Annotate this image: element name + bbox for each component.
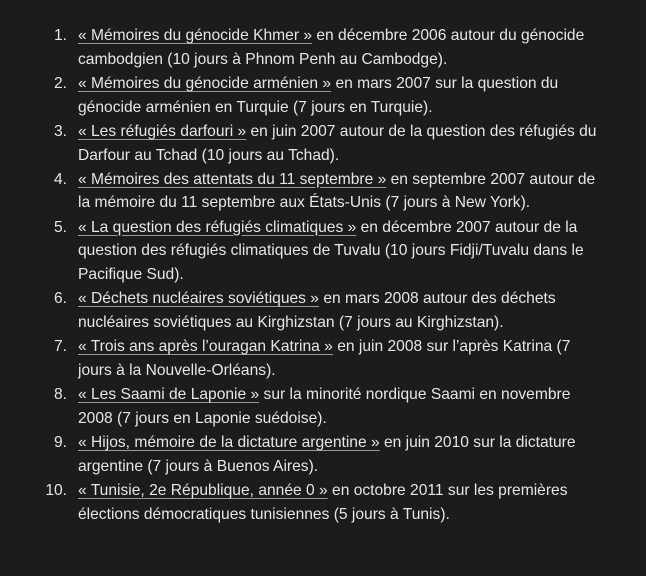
list-item	[0, 335, 606, 383]
item-number: 8.	[53, 386, 67, 404]
list-item	[0, 479, 606, 527]
item-link[interactable]: « Hijos, mémoire de la dictature argentine »	[78, 433, 380, 451]
item-link[interactable]: « Les réfugiés darfouri »	[78, 122, 247, 140]
item-description: en mars 2007 sur la question du génocide arménien en Turquie (7 jours en Turquie).	[78, 74, 559, 116]
item-link[interactable]: « La question des réfugiés climatiques »	[78, 218, 357, 236]
item-description: en juin 2008 sur l’après Katrina (7 jours à la Nouvelle-Orléans).	[78, 338, 571, 379]
list-item	[0, 383, 606, 431]
item-description: en juin 2010 sur la dictature argentine (7 jours à Buenos Aires).	[78, 433, 576, 475]
item-description: en septembre 2007 autour de la mémoire du 11 septembre aux États-Unis (7 jours à New York).	[78, 170, 596, 212]
list-item	[0, 431, 606, 479]
item-link[interactable]: « Déchets nucléaires soviétiques »	[78, 290, 319, 308]
item-link[interactable]: « Mémoires du génocide arménien »	[78, 74, 332, 92]
item-description: en octobre 2011 sur les premières élections démocratiques tunisiennes (5 jours à Tunis).	[78, 481, 568, 523]
item-number: 7.	[53, 338, 67, 356]
item-number: 5.	[53, 218, 67, 236]
item-description: sur la minorité nordique Saami en novembre 2008 (7 jours en Laponie suédoise).	[78, 386, 571, 427]
item-number: 2.	[53, 74, 67, 92]
list-item	[0, 216, 606, 287]
list-item	[0, 72, 606, 120]
item-link[interactable]: « Tunisie, 2e République, année 0 »	[78, 481, 328, 499]
list-item	[0, 24, 606, 72]
item-link[interactable]: « Les Saami de Laponie »	[78, 386, 260, 404]
item-description: en décembre 2006 autour du génocide cambodgien (10 jours à Phnom Penh au Cambodge).	[78, 27, 585, 68]
item-number: 1.	[53, 27, 67, 44]
item-number: 6.	[53, 290, 67, 308]
item-link[interactable]: « Mémoires du génocide Khmer »	[78, 27, 313, 44]
item-number: 9.	[53, 433, 67, 451]
item-description: en mars 2008 autour des déchets nucléaires soviétiques au Kirghizstan (7 jours au Kirghizstan).	[78, 290, 556, 332]
list-item	[0, 120, 606, 168]
item-description: en juin 2007 autour de la question des réfugiés du Darfour au Tchad (10 jours au Tchad).	[78, 122, 597, 164]
item-number: 3.	[53, 122, 67, 140]
item-link[interactable]: « Mémoires des attentats du 11 septembre »	[78, 170, 387, 188]
item-link[interactable]: « Trois ans après l’ouragan Katrina »	[78, 338, 333, 356]
item-number: 4.	[53, 170, 67, 188]
item-description: en décembre 2007 autour de la question des réfugiés climatiques de Tuvalu (10 jours Fidji/Tuvalu dans le Pacifique Sud).	[78, 218, 584, 284]
item-number: 10.	[45, 481, 67, 499]
list-item	[0, 287, 606, 335]
list-item	[0, 168, 606, 216]
